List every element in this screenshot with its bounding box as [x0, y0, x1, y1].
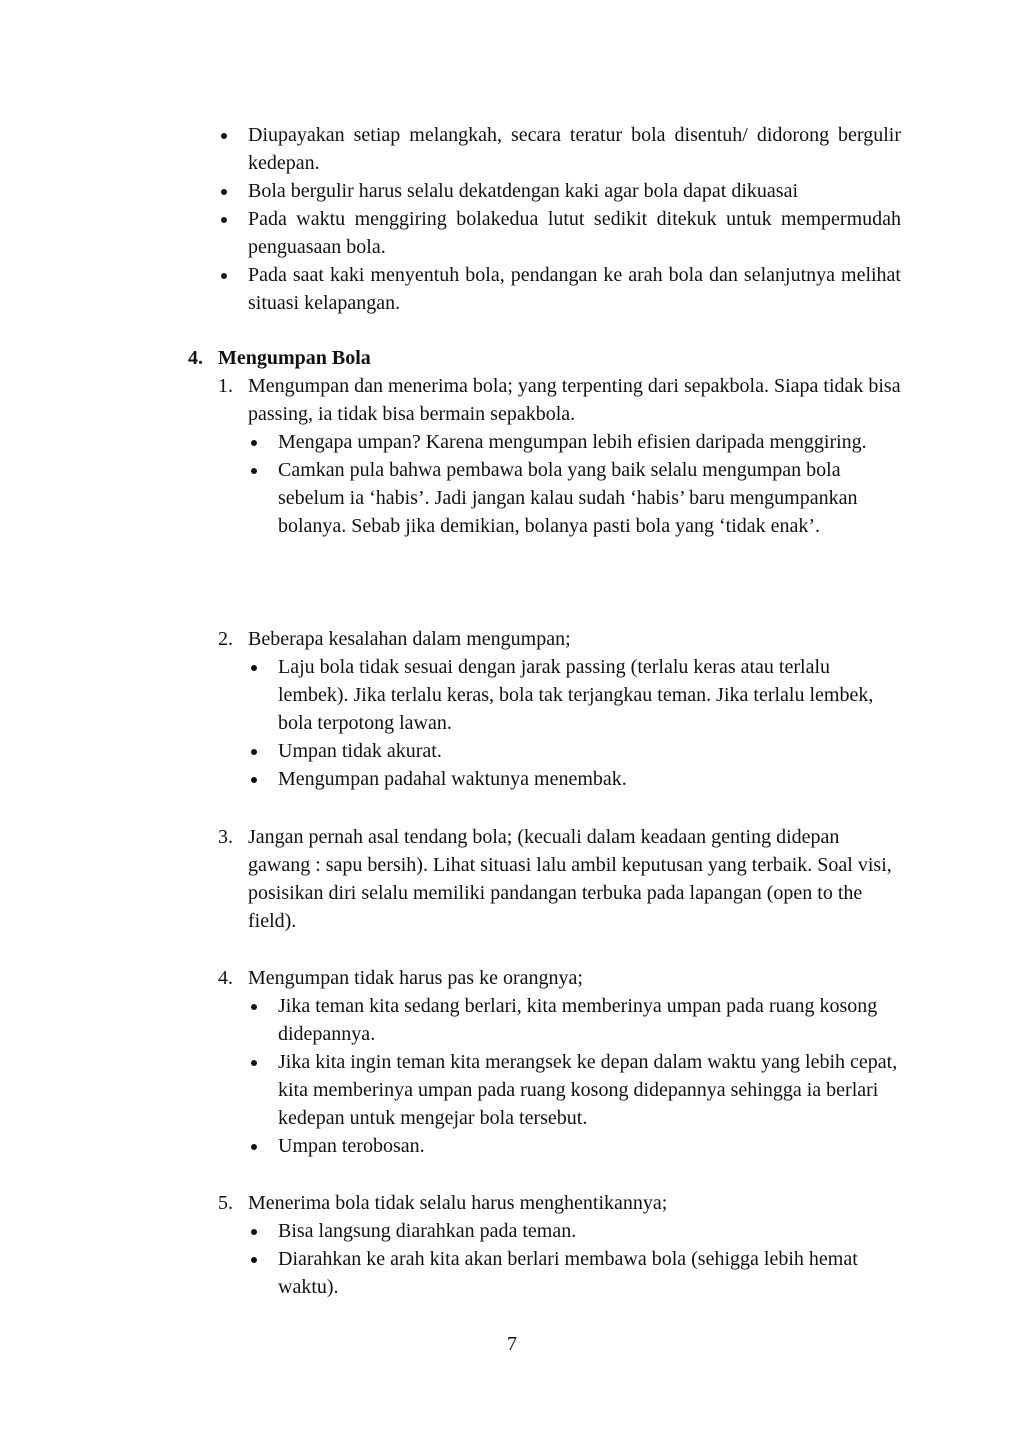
list-item: [248, 1048, 901, 1132]
sub-bullet-list: [218, 428, 901, 540]
numbered-item-text: [218, 823, 901, 935]
bullet-icon: [221, 273, 227, 279]
list-item-text: Umpan terobosan.: [278, 1135, 425, 1157]
bullet-icon: [251, 1257, 257, 1263]
item-number: 1.: [218, 375, 233, 397]
list-item-text: Mengumpan padahal waktunya menembak.: [278, 768, 627, 790]
list-item: [248, 1245, 901, 1301]
list-item-text: Jika kita ingin teman kita merangsek ke depan dalam waktu yang lebih cepat, kita memberinya umpan pada ruang kosong didepannya sehingga ia berlari kedepan untuk mengejar bola tersebut.: [278, 1051, 898, 1129]
bullet-icon: [251, 777, 257, 783]
list-item: [248, 653, 901, 737]
list-item: [218, 121, 901, 177]
section-heading: [188, 344, 918, 372]
numbered-item-5: [218, 1189, 901, 1301]
list-item: [248, 737, 901, 765]
section-title: Mengumpan Bola: [218, 347, 371, 369]
list-item: [218, 205, 901, 261]
list-item: [248, 428, 901, 456]
numbered-item-text: [218, 1189, 901, 1217]
bullet-icon: [251, 1144, 257, 1150]
sub-bullet-list: [218, 653, 901, 793]
section-number: 4.: [188, 347, 203, 369]
numbered-item-text: [218, 964, 901, 992]
bullet-icon: [251, 468, 257, 474]
bullet-icon: [221, 133, 227, 139]
list-item-text: Bisa langsung diarahkan pada teman.: [278, 1220, 577, 1242]
numbered-item-3: [218, 823, 901, 935]
bullet-icon: [251, 665, 257, 671]
numbered-item-1: [218, 372, 901, 540]
item-text: Jangan pernah asal tendang bola; (kecuali dalam keadaan genting didepan gawang : sapu bersih). Lihat situasi lalu ambil keputusan yang terbaik. Soal visi, posisikan diri selalu memiliki pandangan terbuka pada lapangan (open to the field).: [248, 826, 892, 932]
bullet-icon: [221, 189, 227, 195]
item-text: Mengumpan tidak harus pas ke orangnya;: [248, 967, 583, 989]
item-number: 5.: [218, 1192, 233, 1214]
bullet-icon: [221, 217, 227, 223]
item-text: Mengumpan dan menerima bola; yang terpenting dari sepakbola. Siapa tidak bisa passing, ia tidak bisa bermain sepakbola.: [248, 375, 901, 425]
numbered-item-2: [218, 625, 901, 793]
top-bullet-list: [218, 121, 901, 317]
item-text: Beberapa kesalahan dalam mengumpan;: [248, 628, 571, 650]
bullet-icon: [251, 749, 257, 755]
list-item-text: Bola bergulir harus selalu dekatdengan kaki agar bola dapat dikuasai: [248, 180, 798, 202]
list-item: [218, 261, 901, 317]
item-number: 4.: [218, 967, 233, 989]
numbered-item-text: [218, 372, 901, 428]
bullet-icon: [251, 1004, 257, 1010]
list-item-text: Mengapa umpan? Karena mengumpan lebih efisien daripada menggiring.: [278, 431, 867, 453]
item-text: Menerima bola tidak selalu harus menghentikannya;: [248, 1192, 668, 1214]
list-item-text: Umpan tidak akurat.: [278, 740, 442, 762]
sub-bullet-list: [218, 992, 901, 1160]
page-number: 7: [507, 1333, 517, 1355]
list-item-text: Diarahkan ke arah kita akan berlari membawa bola (sehigga lebih hemat waktu).: [278, 1248, 858, 1298]
list-item-text: Diupayakan setiap melangkah, secara teratur bola disentuh/ didorong bergulir kedepan.: [248, 124, 901, 174]
list-item: [248, 1217, 901, 1245]
bullet-icon: [251, 1060, 257, 1066]
list-item-text: Jika teman kita sedang berlari, kita memberinya umpan pada ruang kosong didepannya.: [278, 995, 878, 1045]
bullet-icon: [251, 440, 257, 446]
list-item: [248, 1132, 901, 1160]
list-item: [248, 456, 901, 540]
list-item-text: Laju bola tidak sesuai dengan jarak passing (terlalu keras atau terlalu lembek). Jika terlalu keras, bola tak terjangkau teman. Jika terlalu lembek, bola terpotong lawan.: [278, 656, 874, 734]
list-item-text: Camkan pula bahwa pembawa bola yang baik selalu mengumpan bola sebelum ia ‘habis’. Jadi jangan kalau sudah ‘habis’ baru mengumpankan bolanya. Sebab jika demikian, bolanya pasti bola yang ‘tidak enak’.: [278, 459, 858, 537]
numbered-item-4: [218, 964, 901, 1160]
list-item: [218, 177, 901, 205]
bullet-icon: [251, 1229, 257, 1235]
list-item: [248, 765, 901, 793]
list-item-text: Pada saat kaki menyentuh bola, pendangan ke arah bola dan selanjutnya melihat situasi kelapangan.: [248, 264, 901, 314]
item-number: 2.: [218, 628, 233, 650]
item-number: 3.: [218, 826, 233, 848]
list-item: [248, 992, 901, 1048]
numbered-item-text: [218, 625, 901, 653]
list-item-text: Pada waktu menggiring bolakedua lutut sedikit ditekuk untuk mempermudah penguasaan bola.: [248, 208, 901, 258]
sub-bullet-list: [218, 1217, 901, 1301]
